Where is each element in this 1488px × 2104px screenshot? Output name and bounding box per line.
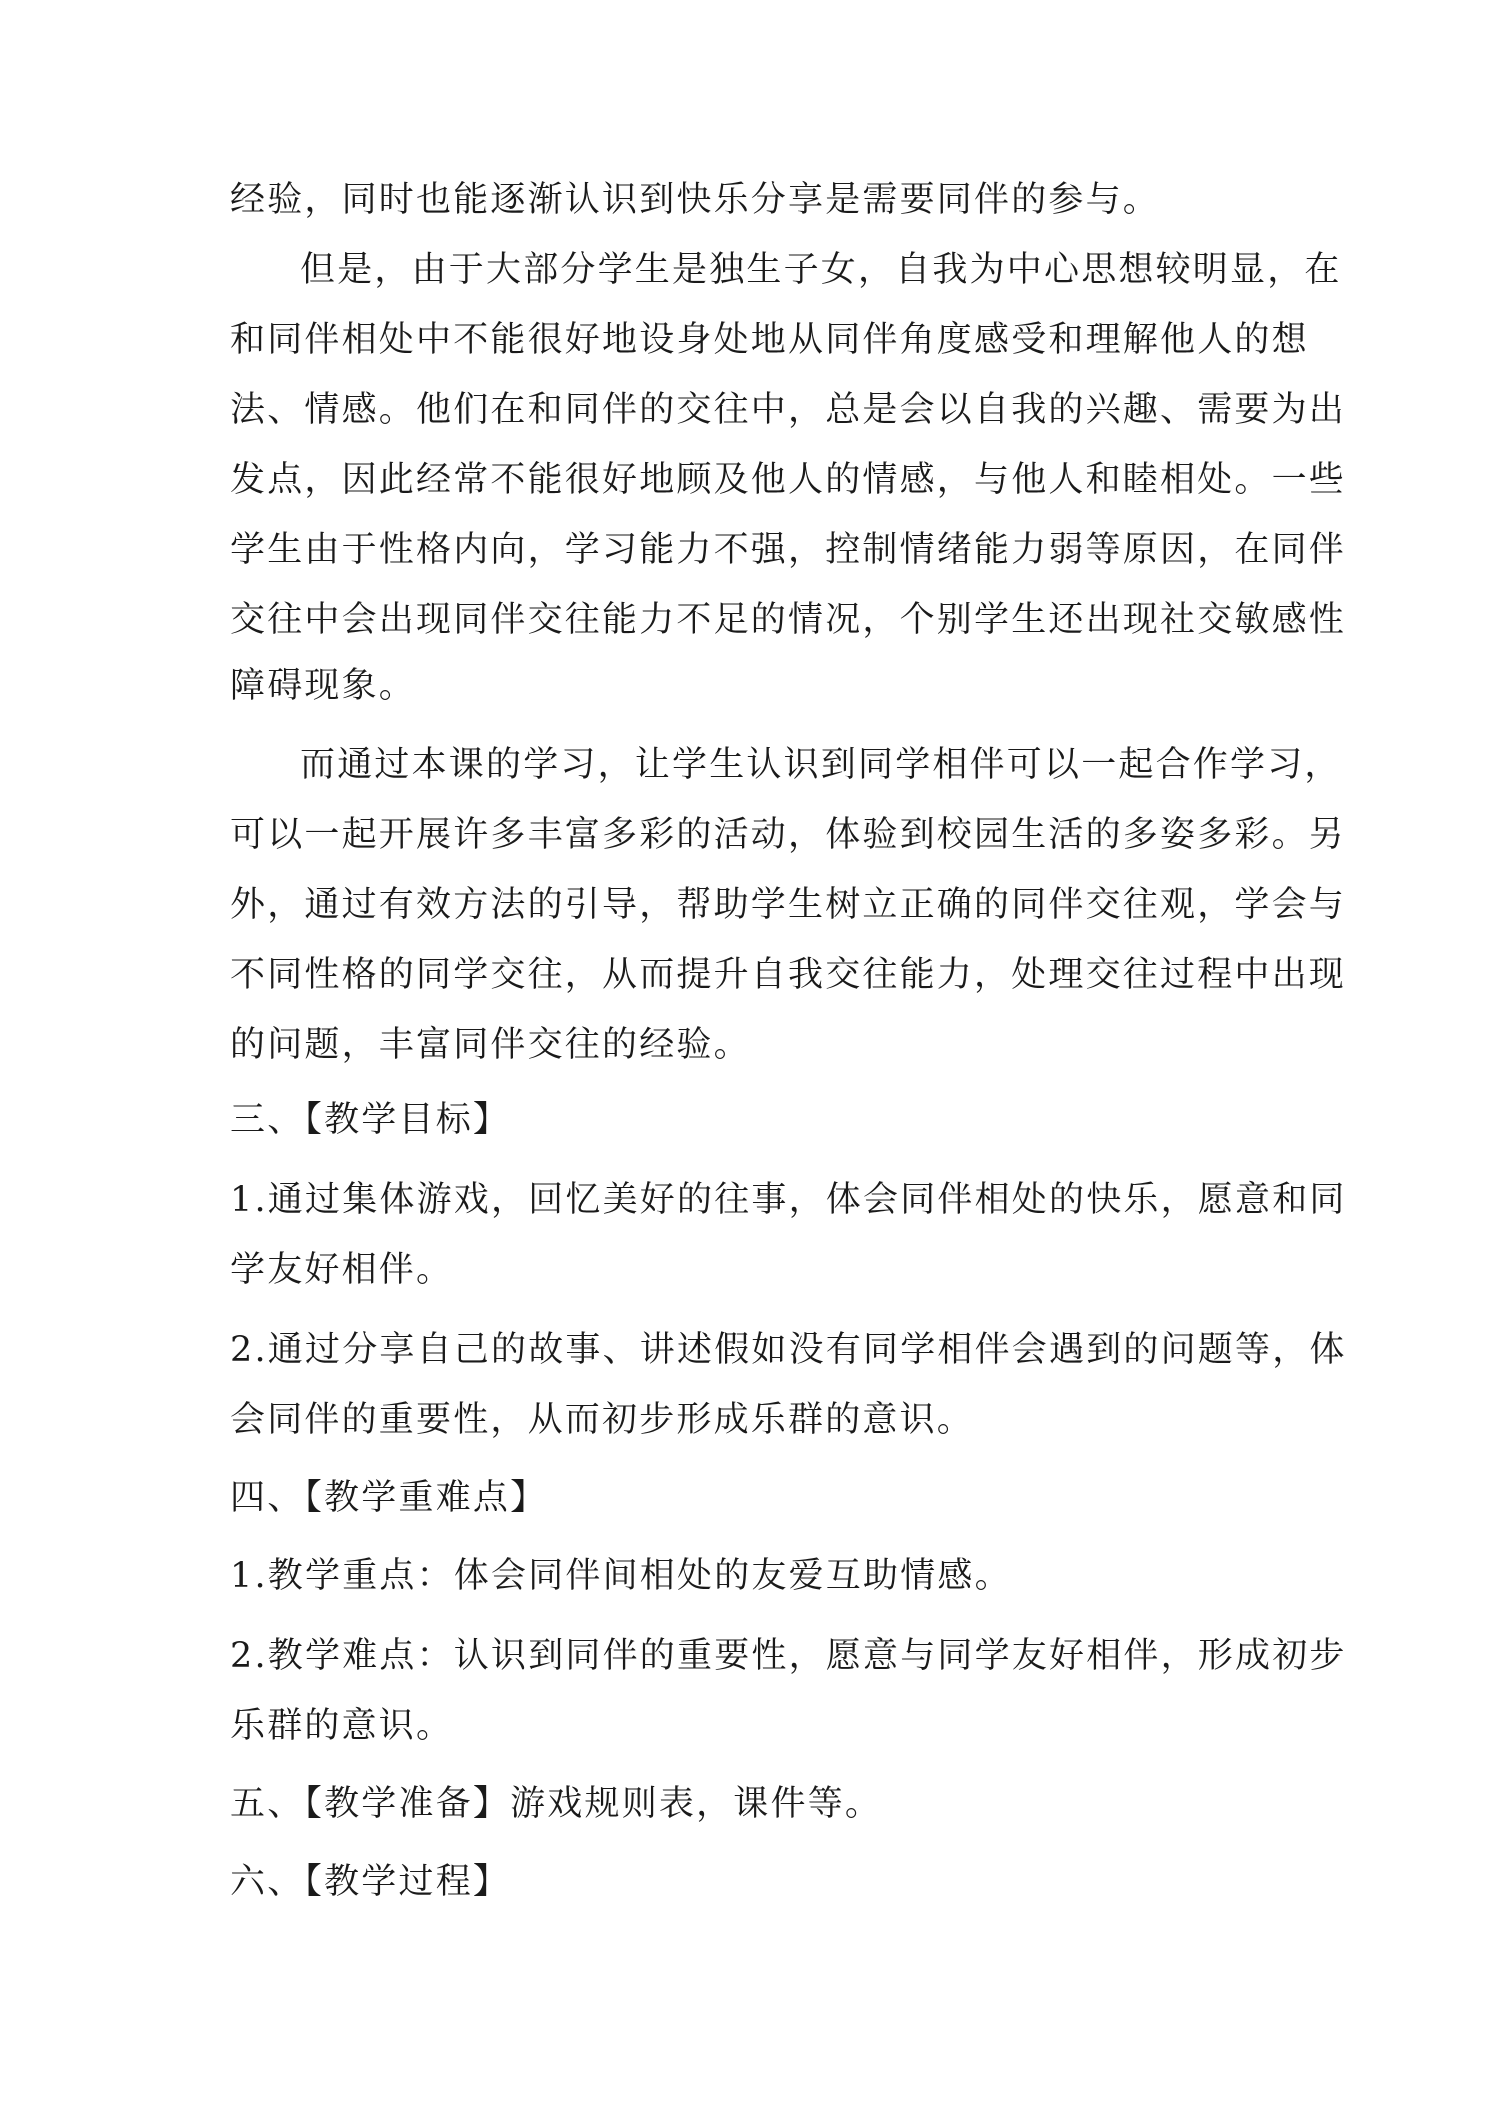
- list-item-line: 学友好相伴。: [230, 1250, 454, 1290]
- list-item-line: 2.通过分享自己的故事、讲述假如没有同学相伴会遇到的问题等，体: [230, 1330, 1347, 1370]
- paragraph-line: 经验，同时也能逐渐认识到快乐分享是需要同伴的参与。: [230, 180, 1161, 220]
- list-item-line: 1.通过集体游戏，回忆美好的往事，体会同伴相处的快乐，愿意和同: [230, 1180, 1347, 1220]
- paragraph-line: 学生由于性格内向，学习能力不强，控制情绪能力弱等原因，在同伴: [230, 530, 1347, 570]
- list-item-line: 会同伴的重要性，从而初步形成乐群的意识。: [230, 1400, 975, 1440]
- paragraph-line: 而通过本课的学习，让学生认识到同学相伴可以一起合作学习，: [300, 745, 1342, 785]
- section-heading: 四、【教学重难点】: [230, 1478, 548, 1518]
- list-item-line: 乐群的意识。: [230, 1706, 454, 1746]
- paragraph-line: 可以一起开展许多丰富多彩的活动，体验到校园生活的多姿多彩。另: [230, 815, 1347, 855]
- paragraph-line: 外，通过有效方法的引导，帮助学生树立正确的同伴交往观，学会与: [230, 885, 1347, 925]
- paragraph-line: 不同性格的同学交往，从而提升自我交往能力，处理交往过程中出现: [230, 955, 1347, 995]
- paragraph-line: 交往中会出现同伴交往能力不足的情况，个别学生还出现社交敏感性: [230, 600, 1347, 640]
- paragraph-line: 但是，由于大部分学生是独生子女，自我为中心思想较明显，在: [300, 250, 1342, 290]
- list-item-line: 2.教学难点：认识到同伴的重要性，愿意与同学友好相伴，形成初步: [230, 1636, 1347, 1676]
- paragraph-line: 障碍现象。: [230, 666, 417, 706]
- section-heading: 五、【教学准备】游戏规则表，课件等。: [230, 1784, 883, 1824]
- paragraph-line: 的问题，丰富同伴交往的经验。: [230, 1025, 751, 1065]
- section-heading: 三、【教学目标】: [230, 1100, 511, 1140]
- paragraph-line: 发点，因此经常不能很好地顾及他人的情感，与他人和睦相处。一些: [230, 460, 1347, 500]
- paragraph-line: 法、情感。他们在和同伴的交往中，总是会以自我的兴趣、需要为出: [230, 390, 1347, 430]
- paragraph-line: 和同伴相处中不能很好地设身处地从同伴角度感受和理解他人的想: [230, 320, 1309, 360]
- list-item-line: 1.教学重点：体会同伴间相处的友爱互助情感。: [230, 1556, 1012, 1596]
- section-heading: 六、【教学过程】: [230, 1862, 511, 1902]
